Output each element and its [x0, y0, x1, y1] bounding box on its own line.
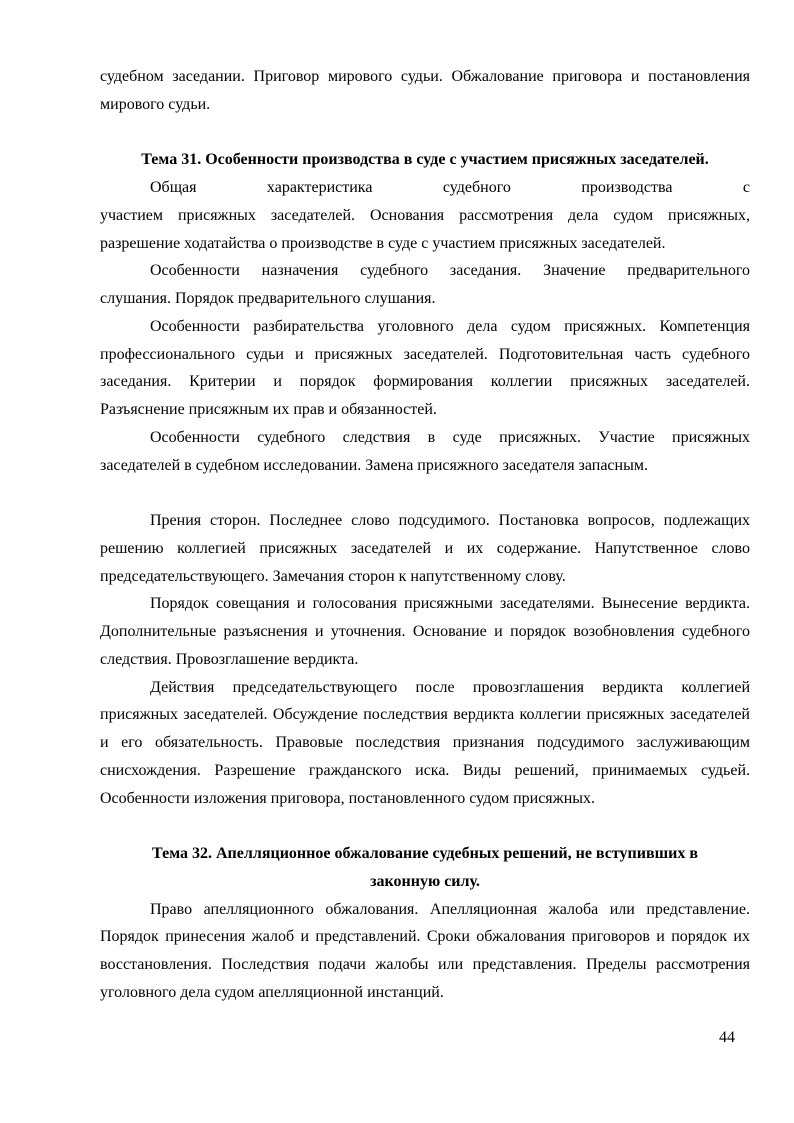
text-line: снисхождения. Разрешение гражданского иска. Виды решений, принимаемых судьей. — [100, 761, 750, 779]
text-line: Особенности изложения приговора, постановленного судом присяжных. — [100, 789, 596, 807]
blank-line — [100, 119, 750, 147]
text-line: Общая характеристика судебного производства с — [150, 179, 750, 196]
paragraph — [100, 590, 750, 673]
text-line: Особенности назначения судебного заседания. Значение предварительного — [150, 262, 750, 280]
text-line: уголовного дела судом апелляционной инстанций. — [100, 983, 444, 1001]
text-line: Порядок принесения жалоб и представлений. Сроки обжалования приговоров и порядок их — [100, 928, 750, 946]
text-line: и его обязательность. Правовые последствия признания подсудимого заслуживающим — [100, 734, 750, 751]
text-line: решению коллегией присяжных заседателей и их содержание. Напутственное слово — [100, 539, 750, 557]
text-line: разрешение ходатайства о производстве в суде с участием присяжных заседателей. — [100, 234, 666, 252]
heading-line: Тема 31. Особенности производства в суде с участием присяжных заседателей. — [141, 151, 709, 169]
text-line: слушания. Порядок предварительного слушания. — [100, 290, 436, 307]
text-line: заседания. Критерии и порядок формирования коллегии присяжных заседателей. — [100, 373, 750, 391]
text-line: Особенности разбирательства уголовного дела судом присяжных. Компетенция — [150, 317, 750, 335]
text-line: Порядок совещания и голосования присяжными заседателями. Вынесение вердикта. — [150, 595, 750, 613]
section-heading — [100, 146, 750, 174]
text-line: Особенности судебного следствия в суде присяжных. Участие присяжных — [150, 428, 750, 446]
heading-line: законную силу. — [370, 872, 480, 890]
text-line: Прения сторон. Последнее слово подсудимого. Постановка вопросов, подлежащих — [150, 512, 750, 529]
text-line: Разъяснение присяжным их прав и обязанностей. — [100, 401, 437, 418]
text-line: мирового судьи. — [100, 95, 211, 113]
text-line: Действия председательствующего после провозглашения вердикта коллегией — [150, 678, 750, 696]
text-line: судебном заседании. Приговор мирового судьи. Обжалование приговора и постановления — [100, 68, 750, 85]
paragraph — [100, 424, 750, 480]
paragraph — [100, 507, 750, 590]
text-line: Дополнительные разъяснения и уточнения. Основание и порядок возобновления судебного — [100, 623, 750, 640]
text-line: присяжных заседателей. Обсуждение последствия вердикта коллегии присяжных заседателей — [100, 706, 750, 724]
text-line: профессионального судьи и присяжных заседателей. Подготовительная часть судебного — [100, 345, 750, 363]
section-heading — [100, 840, 750, 896]
paragraph — [100, 313, 750, 424]
paragraph — [100, 174, 750, 257]
text-line: следствия. Провозглашение вердикта. — [100, 650, 359, 668]
text-line: участием присяжных заседателей. Основания рассмотрения дела судом присяжных, — [100, 206, 750, 224]
page-number: 44 — [719, 1029, 735, 1046]
text-line: Право апелляционного обжалования. Апелляционная жалоба или представление. — [150, 900, 750, 918]
text-line: председательствующего. Замечания сторон к напутственному слову. — [100, 567, 566, 585]
paragraph — [100, 896, 750, 1007]
blank-line — [100, 479, 750, 507]
paragraph — [100, 257, 750, 313]
blank-line — [100, 812, 750, 840]
text-line: восстановления. Последствия подачи жалобы или представления. Пределы рассмотрения — [100, 956, 750, 973]
paragraph — [100, 63, 750, 119]
text-line: заседателей в судебном исследовании. Замена присяжного заседателя запасным. — [100, 456, 648, 474]
paragraph — [100, 674, 750, 813]
document-body — [100, 63, 750, 1007]
heading-line: Тема 32. Апелляционное обжалование судебных решений, не вступивших в — [152, 845, 698, 862]
